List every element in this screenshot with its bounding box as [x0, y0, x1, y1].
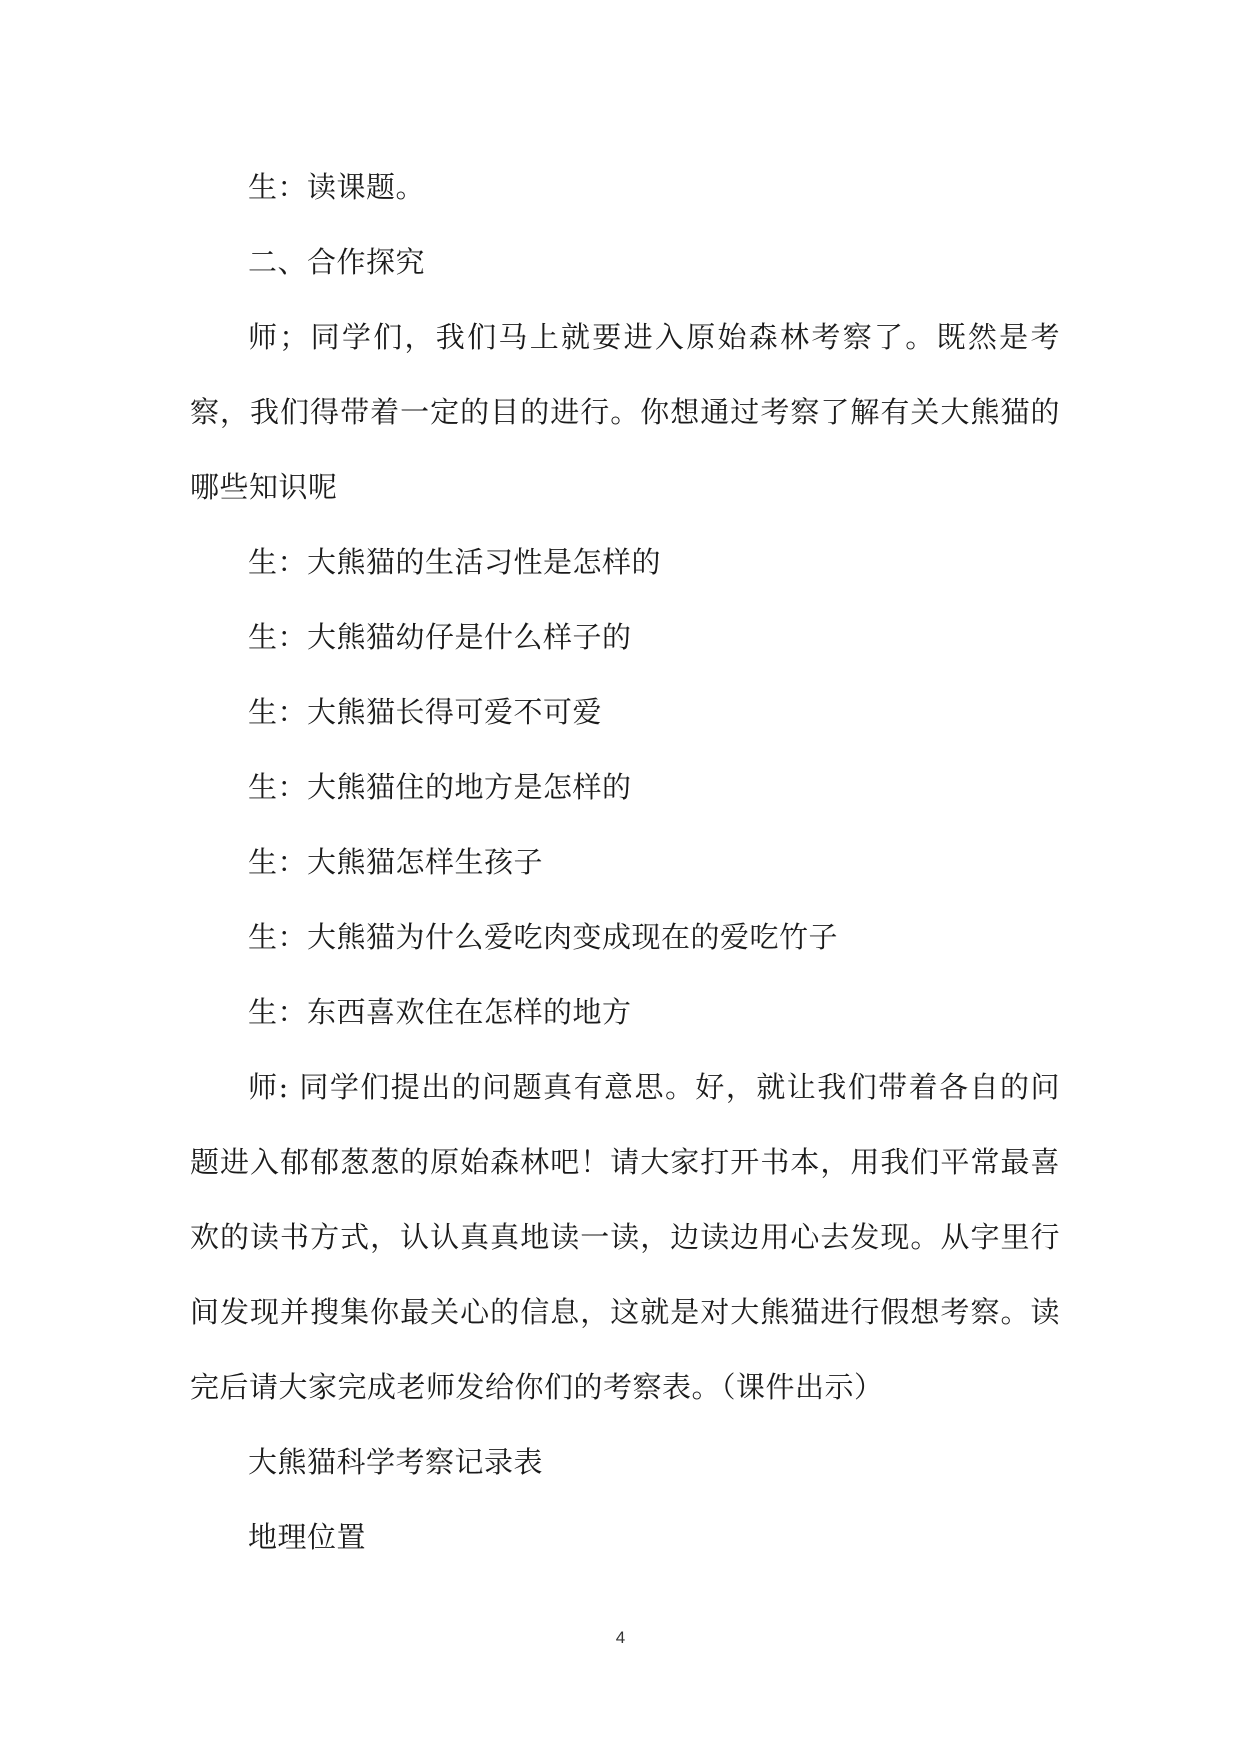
paragraph-geographic-location: 地理位置: [248, 1520, 367, 1554]
paragraph-student-question-1: 生：大熊猫的生活习性是怎样的: [248, 545, 662, 579]
paragraph-record-table-title: 大熊猫科学考察记录表: [248, 1445, 544, 1479]
paragraph-student-question-2: 生：大熊猫幼仔是什么样子的: [248, 620, 632, 654]
paragraph-student-read-title: 生：读课题。: [248, 170, 426, 204]
section-heading-cooperative-inquiry: 二、合作探究: [248, 245, 426, 279]
paragraph-teacher-instructions: 师: 同学们提出的问题真有意思。好，就让我们带着各自的问题进入郁郁葱葱的原始森林吧！请大家打开书本，用我们平常最喜欢的读书方式，认认真真地读一读，边读边用心去发现。从字里行间发现并搜集你最关心的信息，这就是对大熊猫进行假想考察。读完后请大家完成老师发给你们的考察表。（课件出示）: [190, 1070, 1060, 1404]
document-body: [190, 150, 1060, 1575]
paragraph-student-question-5: 生：大熊猫怎样生孩子: [248, 845, 544, 879]
page-number: 4: [615, 1628, 626, 1647]
paragraph-student-question-6: 生：大熊猫为什么爱吃肉变成现在的爱吃竹子: [248, 920, 839, 954]
paragraph-student-question-4: 生：大熊猫住的地方是怎样的: [248, 770, 632, 804]
paragraph-teacher-intro: 师；同学们，我们马上就要进入原始森林考察了。既然是考察，我们得带着一定的目的进行。你想通过考察了解有关大熊猫的哪些知识呢: [190, 320, 1060, 504]
paragraph-student-question-3: 生：大熊猫长得可爱不可爱: [248, 695, 603, 729]
paragraph-student-question-7: 生：东西喜欢住在怎样的地方: [248, 995, 632, 1029]
